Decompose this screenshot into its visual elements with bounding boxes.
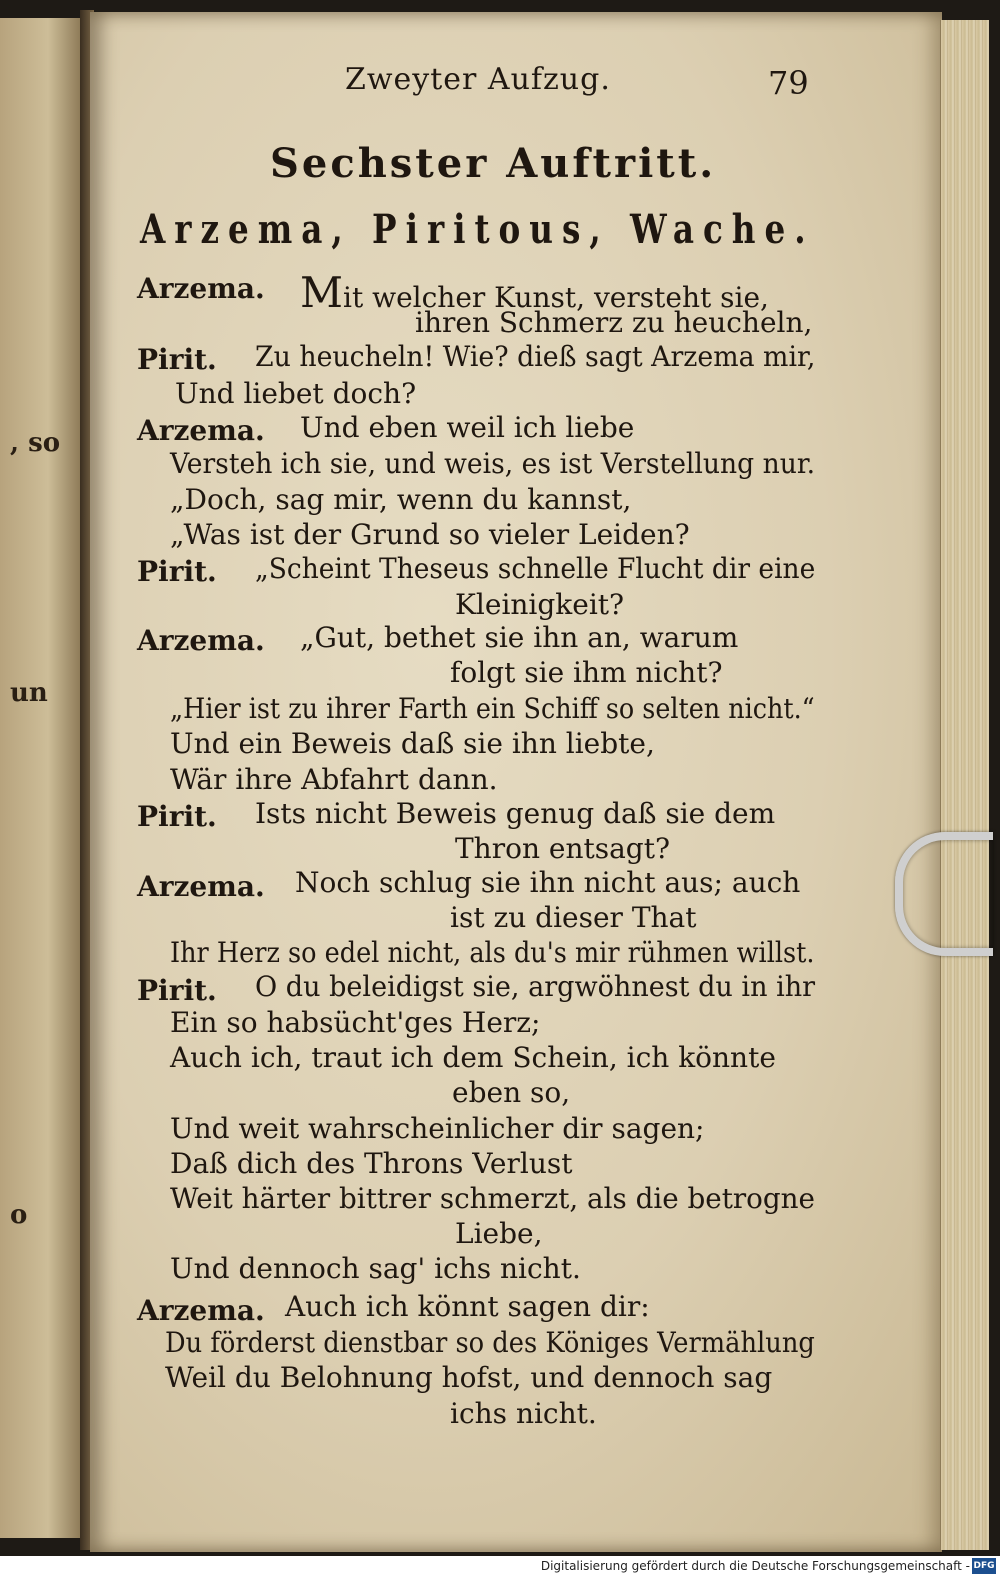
- speaker-label: Arzema.: [137, 1294, 265, 1327]
- speaker-label: Arzema.: [137, 414, 265, 447]
- verse-line: Ists nicht Beweis genug daß sie dem: [255, 797, 776, 830]
- verse-line: Du förderst dienstbar so des Königes Vermählung: [165, 1326, 815, 1359]
- speaker-label: Pirit.: [137, 800, 217, 833]
- verse-line: Und liebet doch?: [175, 377, 417, 410]
- facing-page-edge: [0, 18, 82, 1538]
- page-number: 79: [768, 64, 809, 102]
- verse-line: Thron entsagt?: [455, 832, 670, 865]
- verse-line: Kleinigkeit?: [455, 588, 625, 621]
- verse-line: ihren Schmerz zu heucheln,: [415, 306, 813, 339]
- running-title: Zweyter Aufzug.: [345, 62, 611, 97]
- margin-fragment: un: [10, 678, 48, 708]
- verse-line: Und ein Beweis daß sie ihn liebte,: [170, 727, 655, 760]
- speaker-label: Arzema.: [137, 624, 265, 657]
- verse-line: eben so,: [452, 1076, 571, 1109]
- verse-line: Mit welcher Kunst, versteht sie,: [300, 268, 769, 317]
- dfg-logo: DFG: [972, 1558, 996, 1574]
- verse-line: Und weit wahrscheinlicher dir sagen;: [170, 1112, 705, 1145]
- verse-line: „Gut, bethet sie ihn an, warum: [300, 621, 739, 654]
- verse-line: O du beleidigst sie, argwöhnest du in ihr: [255, 970, 816, 1003]
- verse-line: Weil du Belohnung hofst, und dennoch sag: [165, 1361, 773, 1394]
- scene-title: Sechster Auftritt.: [270, 140, 717, 187]
- verse-line: Versteh ich sie, und weis, es ist Verstellung nur.: [170, 447, 816, 480]
- character-list: Arzema, Piritous, Wache.: [140, 206, 815, 253]
- verse-line: Und dennoch sag' ichs nicht.: [170, 1252, 581, 1285]
- verse-line: Wär ihre Abfahrt dann.: [170, 763, 498, 796]
- verse-line: folgt sie ihm nicht?: [450, 656, 723, 689]
- footer-credit: Digitalisierung gefördert durch die Deutsche Forschungsgemeinschaft -: [540, 1559, 970, 1573]
- speaker-label: Pirit.: [137, 974, 217, 1007]
- footer-bar: [0, 1556, 1000, 1578]
- verse-line: „Hier ist zu ihrer Farth ein Schiff so selten nicht.“: [170, 692, 815, 725]
- verse-line: Daß dich des Throns Verlust: [170, 1147, 573, 1180]
- verse-line: „Scheint Theseus schnelle Flucht dir eine: [255, 552, 816, 585]
- verse-line: Liebe,: [455, 1217, 543, 1250]
- verse-line: „Was ist der Grund so vieler Leiden?: [170, 518, 690, 551]
- speaker-label: Arzema.: [137, 870, 265, 903]
- verse-line: Ein so habsücht'ges Herz;: [170, 1006, 541, 1039]
- verse-line: Zu heucheln! Wie? dieß sagt Arzema mir,: [255, 340, 816, 373]
- margin-fragment: o: [10, 1200, 28, 1230]
- verse-line: Ihr Herz so edel nicht, als du's mir rühmen willst.: [170, 936, 815, 969]
- margin-fragment: , so: [10, 428, 61, 458]
- speaker-label: Pirit.: [137, 343, 217, 376]
- verse-line: Auch ich könnt sagen dir:: [285, 1290, 650, 1323]
- verse-line: ist zu dieser That: [450, 901, 697, 934]
- verse-line: ichs nicht.: [450, 1397, 597, 1430]
- page-stack-edge: [940, 20, 989, 1550]
- verse-line: Noch schlug sie ihn nicht aus; auch: [295, 866, 801, 899]
- verse-line: Weit härter bittrer schmerzt, als die betrogne: [170, 1182, 816, 1215]
- verse-line: Auch ich, traut ich dem Schein, ich könnte: [170, 1041, 776, 1074]
- speaker-label: Pirit.: [137, 555, 217, 588]
- paper-clip: [895, 832, 993, 956]
- verse-line: „Doch, sag mir, wenn du kannst,: [170, 483, 632, 516]
- verse-line: Und eben weil ich liebe: [300, 411, 635, 444]
- speaker-label: Arzema.: [137, 272, 265, 305]
